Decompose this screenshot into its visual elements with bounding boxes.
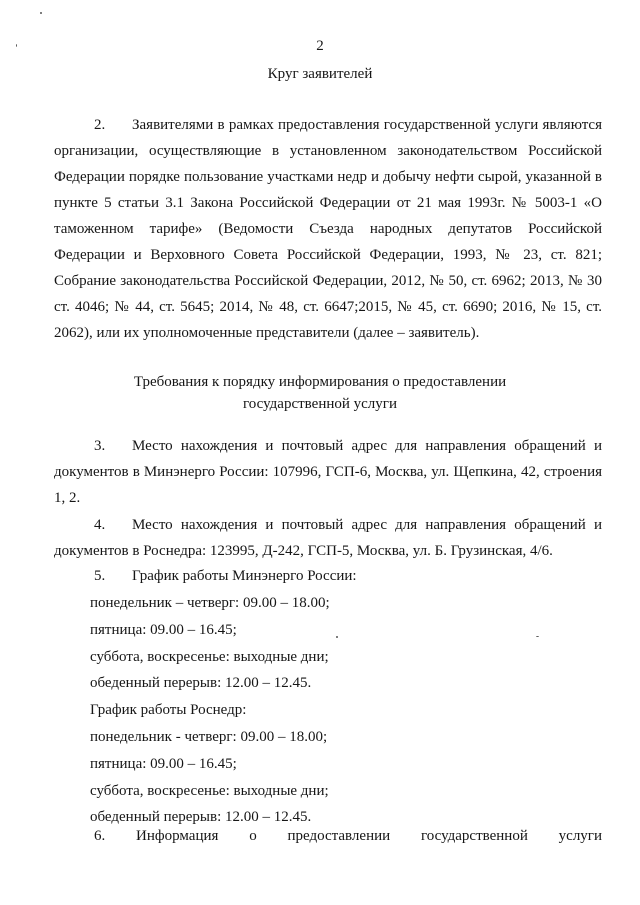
paragraph-5-header	[54, 563, 602, 589]
paragraph-3	[54, 433, 602, 511]
section-title-informing-line2: государственной услуги	[243, 396, 397, 412]
section-title-applicants: Круг заявителей	[267, 66, 373, 82]
paragraph-text: Заявителями в рамках предоставления государственной услуги являются организации, осуществляющие в установленном законодательством Российской Федерации порядке пользование участками недр и добычу нефти сырой, указанной в пункте 5 статьи 3.1 Закона Российской Федерации от 21 мая 1993г. № 5003-1 «О таможенном тарифе» (Ведомости Съезда народных депутатов Российской Федерации и Верховного Совета Российской Федерации, 1993, № 23, ст. 821; Собрание законодательства Российской Федерации, 2012, № 50, ст. 6962; 2013, № 30 ст. 4046; № 44, ст. 5645; 2014, № 48, ст. 6647;2015, № 45, ст. 6690; 2016, № 15, ст. 2062), или их уполномоченные представители (далее – заявитель).	[54, 117, 602, 341]
schedule-row: обеденный перерыв: 12.00 – 12.45.	[90, 809, 312, 826]
paragraph-number: 6.	[94, 828, 106, 844]
schedule-row: понедельник - четверг: 09.00 – 18.00;	[90, 728, 328, 745]
paragraph-6	[94, 828, 602, 845]
paragraph-number: 5.	[94, 568, 106, 584]
scan-speck	[40, 12, 42, 14]
schedule-row: пятница: 09.00 – 16.45;	[90, 621, 237, 638]
paragraph-number: 4.	[94, 517, 106, 533]
paragraph-number: 2.	[94, 117, 106, 133]
paragraph-number: 3.	[94, 438, 106, 454]
paragraph-text: Место нахождения и почтовый адрес для направления обращений и документов в Роснедра: 123995, Д-242, ГСП-5, Москва, ул. Б. Грузинская, 4/6.	[54, 517, 602, 559]
paragraph-2	[54, 112, 602, 346]
scan-speck	[16, 44, 17, 47]
schedule-row: обеденный перерыв: 12.00 – 12.45.	[90, 675, 312, 692]
section-title-informing-line1: Требования к порядку информирования о предоставлении	[133, 374, 507, 390]
schedule-title-minenergo: График работы Минэнерго России:	[132, 568, 357, 584]
scan-speck	[336, 636, 338, 638]
schedule-row: пятница: 09.00 – 16.45;	[90, 755, 237, 772]
schedule-row: суббота, воскресенье: выходные дни;	[90, 648, 329, 665]
word: услуги	[558, 828, 602, 844]
scan-speck	[536, 636, 539, 637]
word: государственной	[420, 828, 528, 844]
word: о	[249, 828, 257, 844]
paragraph-text: Место нахождения и почтовый адрес для направления обращений и документов в Минэнерго России: 107996, ГСП-6, Москва, ул. Щепкина, 42, строения 1, 2.	[54, 438, 602, 506]
page-number: 2	[316, 38, 324, 54]
schedule-title-rosnedra: График работы Роснедр:	[90, 702, 247, 719]
word: предоставлении	[287, 828, 391, 844]
paragraph-4	[54, 512, 602, 564]
schedule-row: суббота, воскресенье: выходные дни;	[90, 782, 329, 799]
schedule-row: понедельник – четверг: 09.00 – 18.00;	[90, 595, 330, 611]
schedule-list	[90, 590, 330, 831]
word: Информация	[136, 828, 219, 844]
